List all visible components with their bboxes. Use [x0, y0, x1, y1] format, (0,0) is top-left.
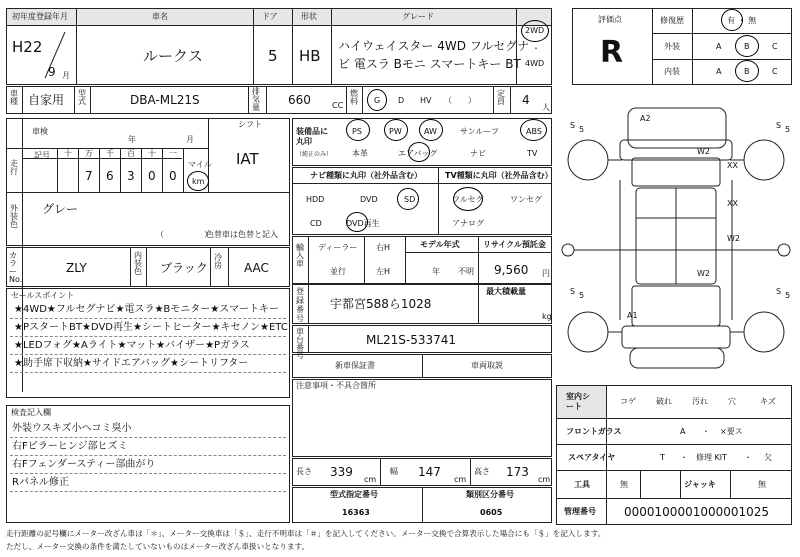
- repair-value: 有 ・ 無: [727, 16, 757, 25]
- diagram-s5-num: 5: [579, 125, 585, 134]
- footer-line-2: ただし、メーター交換の条件を満たしていないものはメーター改ざん車扱いとなります。: [6, 542, 310, 551]
- inspection-year: 年: [128, 135, 136, 144]
- inspector-line: 外装ウスキズ小ヘコミ臭小: [12, 423, 132, 434]
- navi-dvd-play: DVD再生: [346, 219, 380, 228]
- fuel-label: 燃料: [350, 89, 358, 106]
- max-load-label: 最大積載量: [486, 287, 526, 296]
- diagram-s5-lower-right-num: 5: [785, 291, 791, 300]
- ac-label: 冷房: [214, 253, 222, 270]
- mile-label: マイル: [188, 160, 212, 169]
- mileage-digit: 3: [127, 169, 135, 183]
- chassis-label: 車台番号: [296, 327, 304, 360]
- spare-missing: 欠: [764, 453, 772, 462]
- mileage-digit: 0: [169, 169, 177, 183]
- first-reg-label: 初年度登録年月: [12, 12, 68, 21]
- tv-oneseg: ワンセグ: [510, 195, 542, 204]
- width-value: 147: [418, 465, 441, 479]
- equip-ps-circle: [346, 119, 370, 141]
- length-label: 長さ: [296, 467, 312, 476]
- inspector-line: 右Fフェンダースティー部曲がり: [12, 459, 156, 470]
- seat-item: 破れ: [656, 397, 672, 406]
- inspector-label: 検査記入欄: [11, 408, 51, 417]
- equip-tv: TV: [527, 149, 538, 158]
- equip-leather: 本革: [352, 149, 368, 158]
- shift-value: IAT: [236, 150, 259, 168]
- length-unit: cm: [364, 475, 377, 484]
- registration-label: 登録番号: [296, 287, 304, 323]
- month-unit: 月: [62, 71, 70, 80]
- capacity-unit: 人: [542, 103, 550, 112]
- int-c: C: [772, 67, 778, 76]
- car-type-label: 車種: [10, 89, 18, 106]
- mileage-digit: 6: [106, 169, 114, 183]
- interior-color-label: 内装色: [134, 251, 142, 276]
- seat-item: 汚れ: [692, 397, 708, 406]
- km-label: km: [192, 177, 205, 186]
- equip-aw-circle: [419, 119, 443, 141]
- drive-dot: ・: [532, 44, 540, 53]
- mileage-label: 走行: [10, 159, 18, 176]
- warranty-manual: 車両取説: [471, 361, 503, 370]
- spare-t: T: [660, 453, 665, 462]
- spare-label: スペアタイヤ: [568, 453, 616, 462]
- diagram-s5-lower-num: 5: [579, 291, 585, 300]
- mgmt-value: 0000100001000001025: [624, 505, 770, 519]
- class-label: 類別区分番号: [466, 490, 514, 499]
- shape-value: HB: [299, 47, 321, 65]
- inspector-line: 右Fピラーヒンジ部ヒズミ: [12, 441, 128, 452]
- fuel-g-circle: [367, 89, 387, 111]
- type-label: 型式指定番号: [330, 490, 378, 499]
- color-paren: （ ）: [156, 230, 212, 239]
- seat-item: 穴: [728, 397, 736, 406]
- diagram-a2: A2: [640, 114, 651, 123]
- spare-dot: ・: [680, 453, 688, 462]
- door-label: ドア: [262, 12, 278, 21]
- diagram-s5-right-num: 5: [785, 125, 791, 134]
- disp-unit: CC: [332, 101, 344, 110]
- import-right: 右H: [376, 243, 391, 252]
- import-left: 左H: [376, 267, 391, 276]
- inspector-line: Rパネル修正: [12, 477, 69, 488]
- equip-pw-circle: [384, 119, 408, 141]
- exterior-label: 外装: [664, 42, 680, 51]
- unit-sen: 千: [106, 149, 114, 158]
- grade-line-2: ビ 電スラ Bモニ スマートキー BT: [338, 57, 521, 71]
- model-year-label: モデル年式: [420, 240, 460, 249]
- shape-label: 形状: [301, 12, 317, 21]
- model-value: DBA-ML21S: [130, 93, 200, 107]
- first-reg-era: H22: [12, 38, 43, 56]
- capacity-value: 4: [522, 93, 530, 107]
- front-glass-x: ×要ス: [720, 427, 743, 436]
- car-diagram: [560, 100, 792, 375]
- jack-label: ジャッキ: [684, 480, 716, 489]
- drive-2wd-circle: [521, 20, 549, 42]
- ext-c: C: [772, 42, 778, 51]
- recycle-value: 9,560: [494, 263, 529, 277]
- equip-airbag-circle: [408, 142, 430, 162]
- diagram-w2-front: W2: [697, 147, 710, 156]
- recycle-label: リサイクル預託金: [483, 240, 546, 249]
- equip-abs-circle: [520, 119, 547, 141]
- drive-2wd: 2WD: [525, 26, 545, 35]
- registration-value: 宇都宮588ら1028: [330, 297, 432, 311]
- navi-sd: SD: [404, 195, 416, 204]
- mgmt-label: 管理番号: [564, 507, 596, 516]
- repair-yes-circle: [721, 9, 743, 31]
- int-b-circle: [735, 60, 759, 82]
- width-label: 幅: [390, 467, 398, 476]
- class-value: 0605: [480, 508, 503, 517]
- seat-item: キズ: [760, 397, 776, 406]
- first-reg-month: 9: [48, 65, 56, 79]
- fuel-other: （ ）: [444, 96, 476, 105]
- notes-label: 注意事項・不具合箇所: [296, 381, 376, 390]
- ext-a: A: [716, 42, 722, 51]
- seat-item: コゲ: [620, 397, 636, 406]
- equip-sunroof: サンルーフ: [460, 127, 499, 136]
- type-value: 16363: [342, 508, 370, 517]
- tv-fullseg-circle: [453, 187, 483, 211]
- drive-4wd: 4WD: [525, 59, 545, 68]
- import-parallel: 並行: [330, 267, 346, 276]
- spare-kit: 修理 KIT: [696, 453, 728, 462]
- diagram-s5-lower: S: [570, 287, 576, 296]
- seat-label: 室内シート: [566, 392, 590, 411]
- int-a: A: [716, 67, 722, 76]
- diagram-s5-right: S: [776, 121, 782, 130]
- grade-label: グレード: [402, 12, 434, 21]
- shift-label: シフト: [238, 120, 262, 129]
- car-name-label: 車名: [152, 12, 168, 21]
- doors-value: 5: [268, 47, 278, 65]
- fuel-d: D: [398, 96, 405, 105]
- tv-fullseg: フルセグ: [452, 195, 484, 204]
- color-value: グレー: [42, 202, 79, 216]
- front-glass-dot: ・: [702, 427, 710, 436]
- diagram-s5: S: [570, 121, 576, 130]
- recycle-unit: 円: [542, 269, 550, 278]
- equip-ps: PS: [352, 127, 362, 136]
- fuel-g: G: [374, 96, 381, 105]
- color-label: 外装色: [10, 204, 18, 229]
- sales-line: ★4WD★フルセグナビ★電スラ★Bモニター★スマートキー: [14, 304, 280, 315]
- ext-b-circle: [735, 35, 759, 57]
- fuel-hv: HV: [420, 96, 432, 105]
- sales-label: セールスポイント: [11, 291, 75, 300]
- unit-jyu-man: 十: [64, 149, 72, 158]
- sales-line: ★助手席下収納★サイドエアバッグ★シートリフター: [14, 358, 249, 369]
- import-label: 輸入車: [296, 243, 304, 268]
- disp-value: 660: [288, 93, 311, 107]
- navi-dvd: DVD: [360, 195, 378, 204]
- model-label: 型式: [78, 89, 86, 106]
- footer-line-1: 走行距離の記号欄にメーター改ざん車は「＊」、メーター交換車は「＄」、走行不明車は「＃」を記入してください。メーター交換で合算表示した場合にも「＄」を記入します。: [6, 529, 606, 538]
- navi-dvd-play-circle: [346, 212, 368, 232]
- navi-cd: CD: [310, 219, 322, 228]
- navi-label: ナビ種類に丸印（社外品含む）: [310, 171, 422, 180]
- navi-sd-circle: [397, 188, 419, 210]
- mileage-digit: 7: [85, 169, 93, 183]
- diagram-s5-lower-right: S: [776, 287, 782, 296]
- eval-label: 評価点: [598, 15, 622, 24]
- jack-value: 無: [758, 480, 766, 489]
- repair-label: 修復歴: [660, 16, 684, 25]
- color-no-value: ZLY: [66, 261, 87, 275]
- tools-value: 無: [620, 480, 628, 489]
- sales-line: ★PスタートBT★DVD再生★シートヒーター★キセノン★ETC: [14, 322, 288, 333]
- mileage-digit: 0: [148, 169, 156, 183]
- height-unit: cm: [538, 475, 551, 484]
- int-b: B: [744, 67, 750, 76]
- color-no-label: カラーNo.: [9, 251, 23, 284]
- diagram-xx-2: XX: [727, 199, 738, 208]
- unit-hyaku: 百: [127, 149, 135, 158]
- front-glass-label: フロントガラス: [566, 427, 622, 436]
- equip-airbag: エアバッグ: [398, 149, 438, 158]
- diagram-w2-rear: W2: [697, 269, 710, 278]
- tv-label: TV種類に丸印（社外品含む）: [445, 171, 553, 180]
- interior-label: 内装: [664, 67, 680, 76]
- spare-dot-2: ・: [744, 453, 752, 462]
- tv-analog: アナログ: [452, 219, 484, 228]
- warranty-new-car: 新車保証書: [335, 361, 375, 370]
- diagram-xx-1: XX: [727, 161, 738, 170]
- header-label-row: [6, 8, 552, 26]
- equip-pw: PW: [389, 127, 402, 136]
- equip-abs: ABS: [526, 127, 542, 136]
- color-note: 色替車は色替と記入: [206, 230, 278, 239]
- equip-navi: ナビ: [470, 149, 486, 158]
- equipment-label: 装備品に丸印: [296, 127, 328, 146]
- unit-man: 万: [85, 149, 93, 158]
- width-unit: cm: [454, 475, 467, 484]
- chassis-value: ML21S-533741: [366, 333, 457, 347]
- grade-line-1: ハイウェイスター 4WD フルセグナ: [338, 39, 530, 53]
- height-value: 173: [506, 465, 529, 479]
- sales-line: ★LEDフォグ★Aライト★マット★バイザー★Pガラス: [14, 340, 250, 351]
- ac-value: AAC: [244, 261, 269, 275]
- equip-aw: AW: [424, 127, 437, 136]
- model-year-unknown: 不明: [458, 267, 474, 276]
- eval-score: R: [600, 35, 624, 70]
- unit-ichi: 一: [169, 149, 177, 158]
- height-label: 高さ: [474, 467, 490, 476]
- car-name: ルークス: [143, 47, 203, 65]
- front-glass-a: A: [680, 427, 686, 436]
- navi-hdd: HDD: [306, 195, 325, 204]
- disp-label: 排気量: [252, 87, 260, 112]
- equipment-sub: （純正のみ）: [296, 151, 333, 158]
- inspection-month: 月: [186, 135, 194, 144]
- diagram-a1: A1: [627, 311, 638, 320]
- notes-box: [292, 379, 552, 457]
- unit-jyu: 十: [148, 149, 156, 158]
- inspection-label: 車検: [32, 127, 48, 136]
- ext-b: B: [744, 42, 750, 51]
- mileage-record-label: 記号: [34, 151, 50, 160]
- tools-label: 工具: [574, 480, 590, 489]
- diagram-w2-right: W2: [727, 234, 740, 243]
- car-type: 自家用: [28, 93, 65, 107]
- km-circle: [187, 171, 209, 191]
- model-year-year: 年: [432, 267, 440, 276]
- interior-color: ブラック: [160, 261, 208, 275]
- length-value: 339: [330, 465, 353, 479]
- capacity-label: 定員: [497, 89, 505, 106]
- max-load-unit: kg: [542, 312, 552, 321]
- import-dealer: ディーラー: [318, 243, 358, 252]
